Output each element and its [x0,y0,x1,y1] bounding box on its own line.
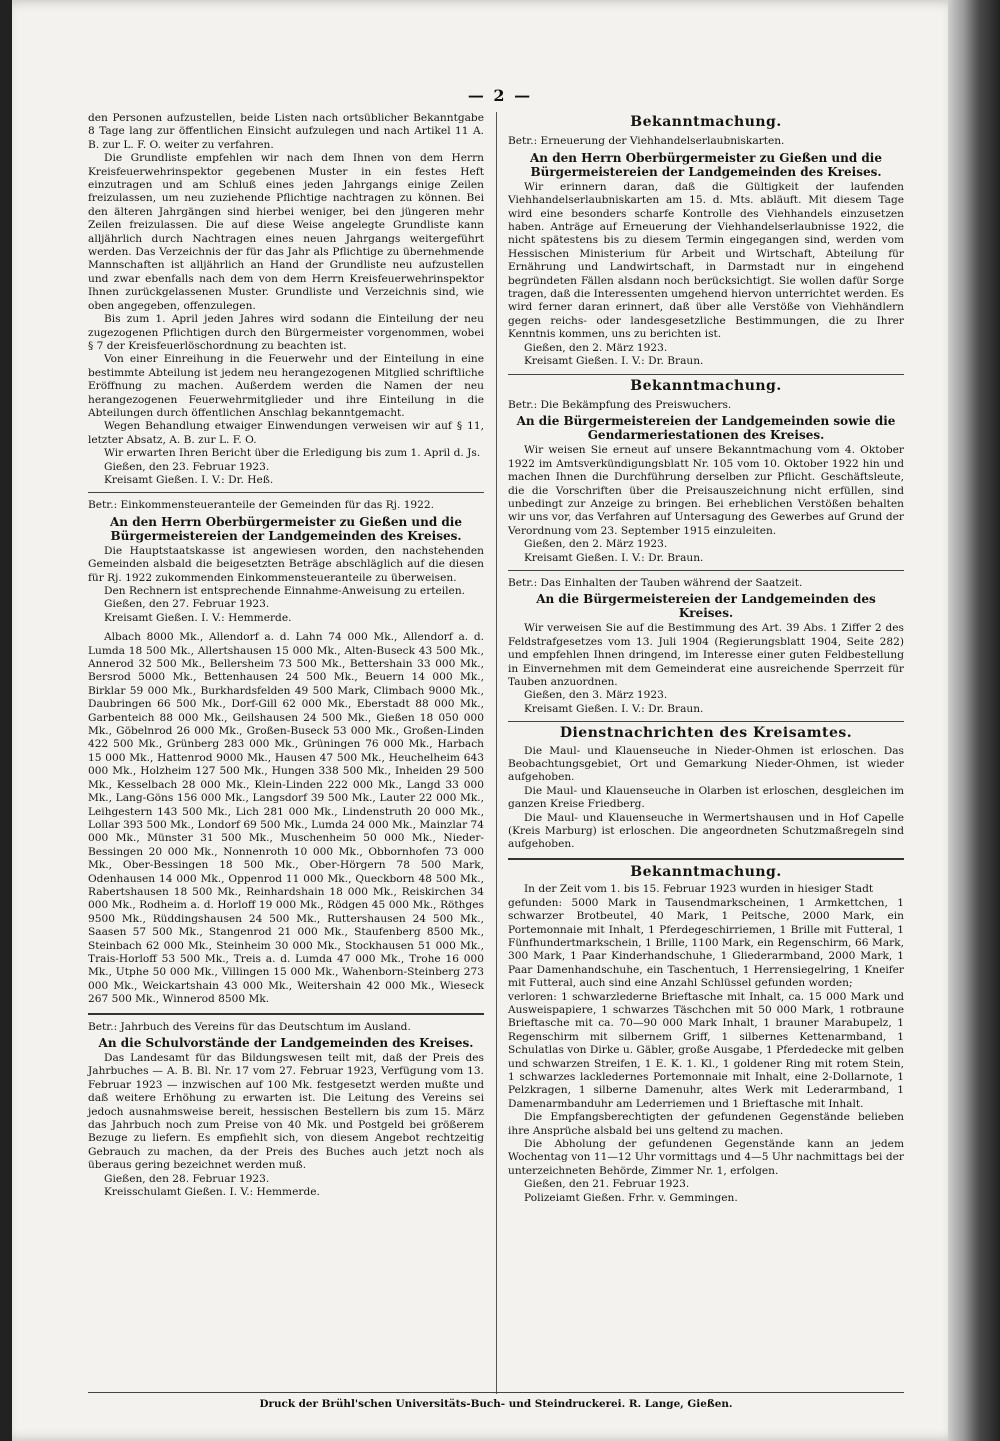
printer-imprint: Druck der Brühl'schen Universitäts-Buch- und Steindruckerei. R. Lange, Gießen. [259,1398,733,1410]
lost-items: verloren: 1 schwarzlederne Brieftasche mit Inhalt, ca. 15 000 Mark und Ausweispapiere, 1 schwarzes Täschchen mit 50 000 Mark, 1 rotbraune Brieftasche mit ca. 70—90 000 Mark Inhalt, 1 brauner Marabupelz, 1 Regenschirm mit silbernem Griff, 1 silbernes Kettenarmband, 1 Schulatlas von Dirke u. Gäbler, große Ausgabe, 1 Pferdedecke mit gelben und schwarzen Streifen, 1 E. K. 1. Kl., 1 goldener Ring mit rotem Stein, 1 schwarzes lackledernes Portemonnaie mit Inhalt, eine 2-Dollarnote, 1 Pelzkragen, 1 silberne Damenuhr, altes Werk mit Lederarmband, 1 Damenarmbanduhr am Lederriemen und 1 Brieftasche mit Inhalt. [508,990,904,1110]
date-line: Gießen, den 28. Februar 1923. [104,1172,270,1185]
date-line: Gießen, den 3. März 1923. [524,689,668,702]
paragraph: Das Landesamt für das Bildungswesen teilt mit, daß der Preis des Jahrbuches — A. B. Bl. Nr. 17 vom 27. Februar 1923, Verfügung vom 13. Februar 1923 — inzwischen auf 100 Mk. festgesetzt werden mußte und daß weitere Erhöhung zu erwarten ist. Die Leitung des Vereins sei jedoch ausnahmsweise bereit, hessischen Bestellern bis zum 15. März das Jahrbuch noch zum Preise von 40 Mk. und Postgeld bei größerem Bezuge zu liefern. Es empfiehlt sich, von diesem Angebot rechtzeitig Gebrauch zu machen, da der Preis des Buches auch jetzt noch als überaus gering bezeichnet werden muß. [88,1052,484,1172]
divider [88,492,484,493]
section-title: Dienstnachrichten des Kreisamtes. [559,725,853,742]
addressee-heading: An die Bürgermeistereien der Landgemeinden sowie die Gendarmeriestationen des Kreises. [516,414,896,443]
signature: Kreisamt Gießen. I. V.: Dr. Braun. [524,551,704,564]
divider [88,1013,484,1015]
left-column [88,112,484,1199]
section-title: Bekanntmachung. [630,863,782,880]
right-column [508,112,904,1205]
signature: Kreisamt Gießen. I. V.: Hemmerde. [104,611,292,624]
signature: Polizeiamt Gießen. Frhr. v. Gemmingen. [524,1191,738,1204]
paragraph: Wir erinnern daran, daß die Gültigkeit der laufenden Viehhandelserlaubniskarten am 15. d. Mts. abläuft. Mit diesem Tage wird eine besonders scharfe Kontrolle des Viehhandels einzusetzen haben. Anträge auf Erneuerung der Viehhandelserlaubnisse 1922, die nicht spätestens bis zu diesem Termin eingegangen sind, werden vom Hessischen Ministerium für Arbeit und Wirtschaft, Abteilung für Ernährung und Landwirtschaft, in Darmstadt nur in eingehend begründeten Fällen alsdann noch berücksichtigt. Sie wollen dafür Sorge tragen, daß die Interessenten umgehend hiervon unterrichtet werden. Es wird ferner daran erinnert, daß über alle Verstöße von Viehhändlern gegen reichs- oder landesgesetzliche Bestimmungen, die zu Ihrer Kenntnis kommen, uns zu berichten ist. [508,180,904,341]
section-title: Bekanntmachung. [630,114,782,130]
subject-line: Betr.: Das Einhalten der Tauben während der Saatzeit. [508,576,803,589]
municipality-list: Albach 8000 Mk., Allendorf a. d. Lahn 74 000 Mk., Allendorf a. d. Lumda 18 500 Mk., Allertshausen 15 000 Mk., Alten-Buseck 43 500 Mk., Annerod 32 500 Mk., Bellersheim 73 500 Mk., Bettershain 33 000 Mk., Bersrod 5000 Mk., Bettenhausen 24 500 Mk., Beuern 14 000 Mk., Birklar 59 000 Mk., Burkhardsfelden 49 500 Mark, Climbach 9000 Mk., Daubringen 66 500 Mk., Dorf-Gill 62 000 Mk., Eberstadt 88 000 Mk., Garbenteich 88 000 Mk., Geilshausen 24 500 Mk., Gießen 18 050 000 Mk., Göbelnrod 26 000 Mk., Großen-Buseck 53 000 Mk., Großen-Linden 422 500 Mk., Grünberg 283 000 Mk., Grüningen 76 000 Mk., Harbach 15 000 Mk., Hattenrod 9000 Mk., Hausen 47 500 Mk., Heuchelheim 643 000 Mk., Holzheim 127 500 Mk., Hungen 338 500 Mk., Inheiden 29 500 Mk., Kesselbach 28 000 Mk., Klein-Linden 222 000 Mk., Langd 33 000 Mk., Lang-Göns 156 000 Mk., Langsdorf 39 500 Mk., Lauter 22 000 Mk., Leihgestern 143 500 Mk., Lich 281 000 Mk., Lindenstruth 20 000 Mk., Lollar 393 500 Mk., Londorf 69 500 Mk., Lumda 24 000 Mk., Mainzlar 74 000 Mk., Münster 31 500 Mk., Muschenheim 50 000 Mk., Nieder-Bessingen 20 000 Mk., Nonnenroth 10 000 Mk., Obbornhofen 73 000 Mk., Ober-Bessingen 18 500 Mk., Ober-Hörgern 78 500 Mark, Odenhausen 14 000 Mk., Oppenrod 11 000 Mk., Queckborn 48 500 Mk., Rabertshausen 18 500 Mk., Reinhardshain 18 000 Mk., Reiskirchen 34 000 Mk., Rodheim a. d. Horloff 19 000 Mk., Rödgen 45 000 Mk., Röthges 9500 Mk., Rüddingshausen 24 500 Mk., Ruttershausen 24 500 Mk., Saasen 57 500 Mk., Stangenrod 21 000 Mk., Staufenberg 8500 Mk., Steinbach 62 000 Mk., Steinheim 30 000 Mk., Stockhausen 51 000 Mk., Trais-Horloff 53 500 Mk., Treis a. d. Lumda 47 000 Mk., Trohe 16 000 Mk., Utphe 50 000 Mk., Villingen 15 000 Mk., Wahenborn-Steinberg 273 000 Mk., Weickartshain 43 000 Mk., Weitershain 42 000 Mk., Wieseck 267 500 Mk., Winnerod 8500 Mk. [88,631,484,1006]
paragraph: Von einer Einreihung in die Feuerwehr und der Einteilung in eine bestimmte Abteilung ist jedem neu herangezogenen Mitglied schriftliche Eröffnung zu machen. Außerdem werden die Namen der neu herangezogenen Feuerwehrmitglieder und ihre Einteilung in die Abteilungen durch öffentlichen Anschlag bekanntgemacht. [88,353,484,419]
addressee-heading: An die Schulvorstände der Landgemeinden des Kreises. [98,1036,474,1050]
date-line: Gießen, den 2. März 1923. [524,538,668,551]
paragraph: Bis zum 1. April jeden Jahres wird sodann die Einteilung der neu zugezogenen Pflichtigen durch den Bürgermeister vorgenommen, wobei § 7 der Kreisfeuerlöschordnung zu beachten ist. [88,313,484,352]
subject-line: Betr.: Einkommensteueranteile der Gemeinden für das Rj. 1922. [88,499,435,512]
left-binding-strip [0,0,12,1441]
date-line: Gießen, den 2. März 1923. [524,341,668,354]
paragraph: Die Maul- und Klauenseuche in Wermertshausen und in Hof Capelle (Kreis Marburg) ist erloschen. Die angeordneten Schutzmaßregeln sind aufgehoben. [508,811,904,851]
section-title: Bekanntmachung. [630,377,782,394]
paragraph: Die Maul- und Klauenseuche in Olarben ist erloschen, desgleichen im ganzen Kreise Friedberg. [508,784,904,811]
paragraph: Die Grundliste empfehlen wir nach dem Ihnen von dem Herrn Kreisfeuerwehrinspektor gegebenen Muster in ein festes Heft einzutragen und am Schluß eines jeden Jahrgangs einige Zeilen freizulassen, um neu zuziehende Pflichtige nachtragen zu können. Bei den älteren Jahrgängen sind hierbei weniger, bei den jüngeren mehr Zeilen freizulassen. Die auf diese Weise angelegte Grundliste kann alljährlich durch Nachtragen eines neuen Jahrgangs weitergeführt werden. Das Verzeichnis der für das Jahr als Pflichtige zu übernehmende Mannschaften ist alljährlich an Hand der Grundliste neu aufzustellen und zwar ebenfalls nach dem von dem Herrn Kreisfeuerwehrinspektor Ihnen zurückgelassenen Muster. Grundliste und Verzeichnis sind, wie oben angegeben, offenzulegen. [88,152,484,312]
signature: Kreisamt Gießen. I. V.: Dr. Braun. [524,355,704,368]
divider [508,374,904,375]
date-line: Gießen, den 23. Februar 1923. [104,460,270,473]
subject-line: Betr.: Die Bekämpfung des Preiswuchers. [508,398,732,411]
paragraph: Wegen Behandlung etwaiger Einwendungen verweisen wir auf § 11, letzter Absatz, A. B. zur L. F. O. [88,420,484,446]
paragraph: Die Hauptstaatskasse ist angewiesen worden, den nachstehenden Gemeinden alsbald die beigesetzten Beträge abschläglich auf die diesen für Rj. 1922 zukommenden Einkommensteueranteile zu überweisen. [88,544,484,584]
divider [508,570,904,571]
column-divider [496,112,497,1394]
subject-line: Betr.: Erneuerung der Viehhandelserlaubniskarten. [508,135,785,148]
paragraph: Wir erwarten Ihren Bericht über die Erledigung bis zum 1. April d. Js. [104,447,481,460]
paragraph: Die Maul- und Klauenseuche in Nieder-Ohmen ist erloschen. Das Beobachtungsgebiet, Ort und Gemarkung Nieder-Ohmen, ist wieder aufgehoben. [508,744,904,784]
signature: Kreisamt Gießen. I. V.: Dr. Braun. [524,702,704,715]
paragraph: den Personen aufzustellen, beide Listen nach ortsüblicher Bekanntgabe 8 Tage lang zur öffentlichen Einsicht aufzulegen und nach Artikel 11 A. B. zur L. F. O. weiter zu verfahren. [88,112,484,151]
addressee-heading: An den Herrn Oberbürgermeister zu Gießen und die Bürgermeistereien der Landgemeinden des Kreises. [110,514,462,543]
found-items: gefunden: 5000 Mark in Tausendmarkscheinen, 1 Armkettchen, 1 schwarzer Brotbeutel, 40 Mark, 1 Peitsche, 2000 Mark, ein Portemonnaie mit Inhalt, 1 Pferdegeschirriemen, 1 Brille mit Futteral, 1 Fünfhundertmarkschein, 1 Brille, 1100 Mark, ein Regenschirm, 66 Mark, 300 Mark, 1 Paar Kinderhandschuhe, 1 Gliederarmband, 2000 Mark, 1 Paar Damenhandschuhe, ein Taschentuch, 1 Herrensiegelring, 1 Kneifer mit Futteral, auch sind eine Anzahl Schlüssel gefunden worden; [508,896,904,990]
signature: Kreisschulamt Gießen. I. V.: Hemmerde. [104,1186,320,1199]
paragraph: Wir verweisen Sie auf die Bestimmung des Art. 39 Abs. 1 Ziffer 2 des Feldstrafgesetzes vom 13. Juli 1904 (Regierungsblatt 1904, Seite 282) und empfehlen Ihnen dringend, im Interesse einer guten Feldbestellung in Einvernehmen mit dem Gemeinderat eine ausreichende Sperrzeit für Tauben anzuordnen. [508,622,904,688]
addressee-heading: An den Herrn Oberbürgermeister zu Gießen und die Bürgermeistereien der Landgemeinden des Kreises. [530,150,882,179]
date-line: Gießen, den 27. Februar 1923. [104,598,270,611]
divider [508,858,904,860]
signature: Kreisamt Gießen. I. V.: Dr. Heß. [104,473,274,486]
paragraph: Die Empfangsberechtigten der gefundenen Gegenstände belieben ihre Ansprüche alsbald bei uns geltend zu machen. [508,1111,904,1137]
paragraph: Den Rechnern ist entsprechende Einnahme-Anweisung zu erteilen. [104,585,466,597]
date-line: Gießen, den 21. Februar 1923. [524,1178,690,1191]
addressee-heading: An die Bürgermeistereien der Landgemeinden des Kreises. [536,592,876,621]
paragraph: Die Abholung der gefundenen Gegenstände kann an jedem Wochentag von 11—12 Uhr vormittags und 4—5 Uhr nachmittags bei der unterzeichneten Behörde, Zimmer Nr. 1, erfolgen. [508,1138,904,1177]
paragraph: In der Zeit vom 1. bis 15. Februar 1923 wurden in hiesiger Stadt [524,883,874,896]
page-edge-shadow [948,0,1000,1441]
subject-line: Betr.: Jahrbuch des Vereins für das Deutschtum im Ausland. [88,1020,411,1033]
paragraph: Wir weisen Sie erneut auf unsere Bekanntmachung vom 4. Oktober 1922 im Amtsverkündigungsblatt Nr. 105 vom 10. Oktober 1922 hin und machen Ihnen die Durchführung derselben zur Pflicht. Geschäftsleute, die die Vorschriften über die Preisauszeichnung nicht erfüllen, sind unbedingt zur Anzeige zu bringen. Bei erheblichen Verstößen behalten wir uns vor, das Verfahren auf Untersagung des Gewerbes auf Grund der Verordnung vom 23. September 1915 einzuleiten. [508,444,904,537]
divider [508,721,904,722]
page-number: — 2 — [467,86,533,105]
footer-divider [88,1392,904,1393]
